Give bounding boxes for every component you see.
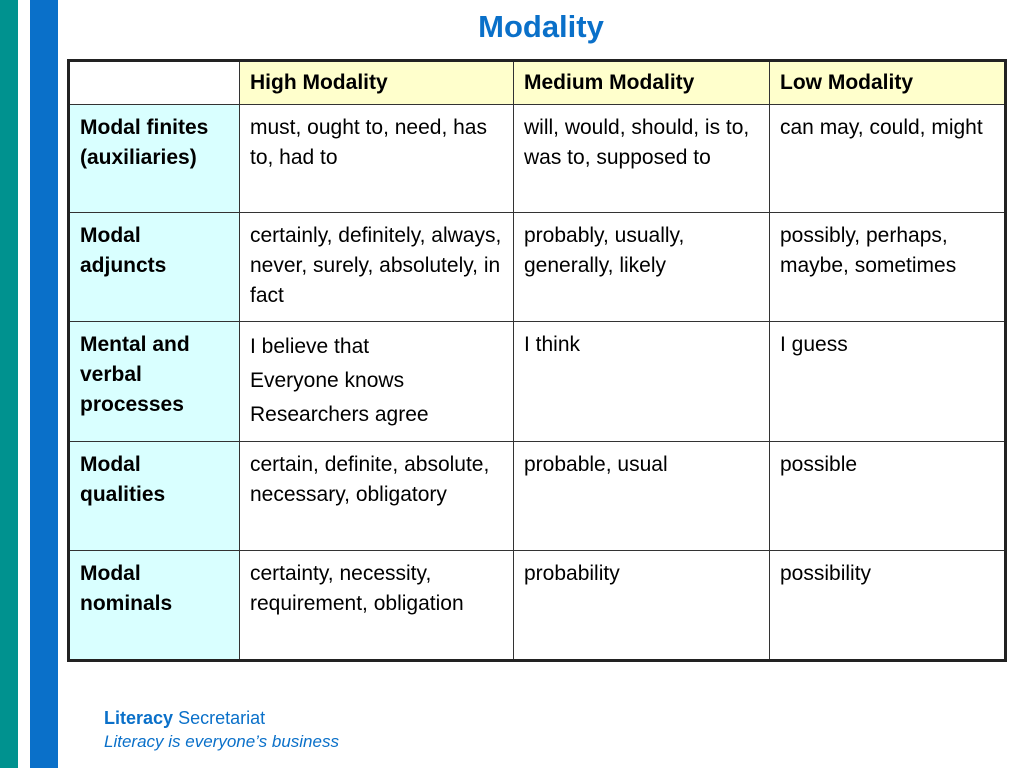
cell-high-line: Everyone knows — [250, 369, 405, 392]
header-high-modality: High Modality — [240, 61, 514, 105]
footer-tagline: Literacy is everyone’s business — [104, 732, 339, 751]
table-row — [69, 105, 1006, 213]
cell-high: certainly, definitely, always, never, surely, absolutely, in fact — [240, 213, 514, 322]
table-row — [69, 442, 1006, 551]
modality-table — [67, 59, 1007, 662]
row-label-modal-qualities: Modal qualities — [69, 442, 240, 551]
cell-low: possible — [770, 442, 1006, 551]
cell-medium: I think — [514, 322, 770, 442]
table-row — [69, 213, 1006, 322]
cell-high: must, ought to, need, has to, had to — [240, 105, 514, 213]
left-stripe-teal — [0, 0, 18, 768]
header-corner-cell — [69, 61, 240, 105]
header-low-modality: Low Modality — [770, 61, 1006, 105]
footer-brand: Literacy — [104, 708, 174, 728]
header-medium-modality: Medium Modality — [514, 61, 770, 105]
cell-medium: will, would, should, is to, was to, supposed to — [514, 105, 770, 213]
footer — [104, 706, 339, 754]
cell-low: can may, could, might — [770, 105, 1006, 213]
cell-low: I guess — [770, 322, 1006, 442]
cell-high — [240, 322, 514, 442]
footer-org: Secretariat — [178, 708, 266, 728]
cell-high-line: I believe that — [250, 335, 370, 358]
page-title: Modality — [478, 9, 604, 44]
table-row — [69, 322, 1006, 442]
cell-high: certain, definite, absolute, necessary, obligatory — [240, 442, 514, 551]
left-stripe-blue — [30, 0, 58, 768]
row-label-modal-nominals: Modal nominals — [69, 551, 240, 661]
cell-low: possibility — [770, 551, 1006, 661]
row-label-modal-adjuncts: Modal adjuncts — [69, 213, 240, 322]
cell-medium: probability — [514, 551, 770, 661]
cell-high-line: Researchers agree — [250, 403, 429, 426]
cell-high: certainty, necessity, requirement, obligation — [240, 551, 514, 661]
row-label-mental-verbal-processes: Mental and verbal processes — [69, 322, 240, 442]
cell-medium: probably, usually, generally, likely — [514, 213, 770, 322]
cell-medium: probable, usual — [514, 442, 770, 551]
row-label-modal-finites: Modal finites (auxiliaries) — [69, 105, 240, 213]
table-row — [69, 551, 1006, 661]
table-header-row — [69, 61, 1006, 105]
cell-low: possibly, perhaps, maybe, sometimes — [770, 213, 1006, 322]
left-stripe-gap — [18, 0, 30, 768]
